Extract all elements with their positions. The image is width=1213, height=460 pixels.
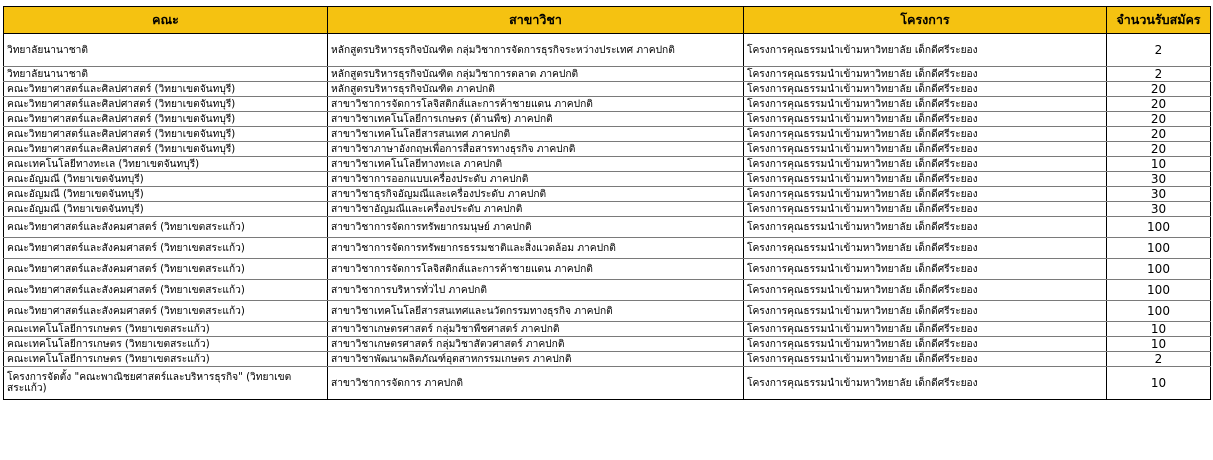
cell-seats: 20 [1107,112,1211,127]
cell-project: โครงการคุณธรรมนำเข้ามหาวิทยาลัย เด็กดีศรีระยอง [744,34,1107,67]
cell-major: สาขาวิชาการจัดการโลจิสติกส์และการค้าชายแดน ภาคปกติ [328,97,744,112]
cell-faculty: คณะอัญมณี (วิทยาเขตจันทบุรี) [4,202,328,217]
cell-major: สาขาวิชาเทคโนโลยีการเกษตร (ด้านพืช) ภาคปกติ [328,112,744,127]
cell-major: สาขาวิชาเกษตรศาสตร์ กลุ่มวิชาสัตวศาสตร์ ภาคปกติ [328,337,744,352]
table-row [4,127,1211,142]
cell-faculty: คณะอัญมณี (วิทยาเขตจันทบุรี) [4,187,328,202]
cell-faculty: คณะเทคโนโลยีทางทะเล (วิทยาเขตจันทบุรี) [4,157,328,172]
table-row [4,217,1211,238]
cell-major: สาขาวิชาการออกแบบเครื่องประดับ ภาคปกติ [328,172,744,187]
cell-seats: 100 [1107,259,1211,280]
cell-seats: 10 [1107,322,1211,337]
cell-seats: 10 [1107,367,1211,400]
cell-seats: 30 [1107,172,1211,187]
cell-faculty: คณะวิทยาศาสตร์และศิลปศาสตร์ (วิทยาเขตจันทบุรี) [4,82,328,97]
table-row [4,352,1211,367]
table-row [4,301,1211,322]
cell-major: สาขาวิชาการบริหารทั่วไป ภาคปกติ [328,280,744,301]
header-major: สาขาวิชา [328,7,744,34]
table-body [4,34,1211,400]
header-project: โครงการ [744,7,1107,34]
cell-seats: 10 [1107,157,1211,172]
cell-project: โครงการคุณธรรมนำเข้ามหาวิทยาลัย เด็กดีศรีระยอง [744,172,1107,187]
cell-major: หลักสูตรบริหารธุรกิจบัณฑิต กลุ่มวิชาการตลาด ภาคปกติ [328,67,744,82]
cell-project: โครงการคุณธรรมนำเข้ามหาวิทยาลัย เด็กดีศรีระยอง [744,322,1107,337]
cell-major: หลักสูตรบริหารธุรกิจบัณฑิต ภาคปกติ [328,82,744,97]
cell-faculty: คณะอัญมณี (วิทยาเขตจันทบุรี) [4,172,328,187]
cell-seats: 100 [1107,217,1211,238]
cell-project: โครงการคุณธรรมนำเข้ามหาวิทยาลัย เด็กดีศรีระยอง [744,280,1107,301]
table-row [4,112,1211,127]
cell-project: โครงการคุณธรรมนำเข้ามหาวิทยาลัย เด็กดีศรีระยอง [744,82,1107,97]
cell-project: โครงการคุณธรรมนำเข้ามหาวิทยาลัย เด็กดีศรีระยอง [744,217,1107,238]
cell-project: โครงการคุณธรรมนำเข้ามหาวิทยาลัย เด็กดีศรีระยอง [744,187,1107,202]
cell-project: โครงการคุณธรรมนำเข้ามหาวิทยาลัย เด็กดีศรีระยอง [744,301,1107,322]
cell-major: สาขาวิชาเกษตรศาสตร์ กลุ่มวิชาพืชศาสตร์ ภาคปกติ [328,322,744,337]
cell-project: โครงการคุณธรรมนำเข้ามหาวิทยาลัย เด็กดีศรีระยอง [744,127,1107,142]
table-row [4,67,1211,82]
cell-major: สาขาวิชาการจัดการทรัพยากรมนุษย์ ภาคปกติ [328,217,744,238]
table-row [4,172,1211,187]
cell-faculty: วิทยาลัยนานาชาติ [4,34,328,67]
table-row [4,238,1211,259]
cell-major: สาขาวิชาธุรกิจอัญมณีและเครื่องประดับ ภาคปกติ [328,187,744,202]
cell-major: สาขาวิชาพัฒนาผลิตภัณฑ์อุตสาหกรรมเกษตร ภาคปกติ [328,352,744,367]
cell-project: โครงการคุณธรรมนำเข้ามหาวิทยาลัย เด็กดีศรีระยอง [744,112,1107,127]
table-row [4,337,1211,352]
cell-seats: 2 [1107,34,1211,67]
cell-major: สาขาวิชาเทคโนโลยีสารสนเทศ ภาคปกติ [328,127,744,142]
cell-major: สาขาวิชาเทคโนโลยีทางทะเล ภาคปกติ [328,157,744,172]
admission-table [3,6,1211,400]
cell-faculty: โครงการจัดตั้ง "คณะพาณิชยศาสตร์และบริหารธุรกิจ" (วิทยาเขตสระแก้ว) [4,367,328,400]
table-row [4,34,1211,67]
cell-faculty: วิทยาลัยนานาชาติ [4,67,328,82]
cell-seats: 2 [1107,352,1211,367]
table-row [4,157,1211,172]
table-row [4,322,1211,337]
cell-project: โครงการคุณธรรมนำเข้ามหาวิทยาลัย เด็กดีศรีระยอง [744,67,1107,82]
table-row [4,82,1211,97]
cell-seats: 100 [1107,238,1211,259]
cell-faculty: คณะวิทยาศาสตร์และศิลปศาสตร์ (วิทยาเขตจันทบุรี) [4,142,328,157]
cell-project: โครงการคุณธรรมนำเข้ามหาวิทยาลัย เด็กดีศรีระยอง [744,142,1107,157]
cell-project: โครงการคุณธรรมนำเข้ามหาวิทยาลัย เด็กดีศรีระยอง [744,202,1107,217]
cell-major: สาขาวิชาการจัดการทรัพยากรธรรมชาติและสิ่งแวดล้อม ภาคปกติ [328,238,744,259]
cell-seats: 100 [1107,280,1211,301]
table-row [4,367,1211,400]
cell-seats: 100 [1107,301,1211,322]
cell-seats: 20 [1107,127,1211,142]
cell-project: โครงการคุณธรรมนำเข้ามหาวิทยาลัย เด็กดีศรีระยอง [744,157,1107,172]
cell-seats: 30 [1107,202,1211,217]
cell-major: หลักสูตรบริหารธุรกิจบัณฑิต กลุ่มวิชาการจัดการธุรกิจระหว่างประเทศ ภาคปกติ [328,34,744,67]
cell-faculty: คณะวิทยาศาสตร์และสังคมศาสตร์ (วิทยาเขตสระแก้ว) [4,259,328,280]
cell-major: สาขาวิชาอัญมณีและเครื่องประดับ ภาคปกติ [328,202,744,217]
cell-major: สาขาวิชาการจัดการ ภาคปกติ [328,367,744,400]
cell-project: โครงการคุณธรรมนำเข้ามหาวิทยาลัย เด็กดีศรีระยอง [744,337,1107,352]
cell-seats: 10 [1107,337,1211,352]
cell-faculty: คณะวิทยาศาสตร์และศิลปศาสตร์ (วิทยาเขตจันทบุรี) [4,97,328,112]
cell-faculty: คณะวิทยาศาสตร์และสังคมศาสตร์ (วิทยาเขตสระแก้ว) [4,280,328,301]
cell-faculty: คณะเทคโนโลยีการเกษตร (วิทยาเขตสระแก้ว) [4,352,328,367]
cell-faculty: คณะวิทยาศาสตร์และศิลปศาสตร์ (วิทยาเขตจันทบุรี) [4,112,328,127]
cell-project: โครงการคุณธรรมนำเข้ามหาวิทยาลัย เด็กดีศรีระยอง [744,367,1107,400]
cell-seats: 20 [1107,142,1211,157]
cell-faculty: คณะวิทยาศาสตร์และสังคมศาสตร์ (วิทยาเขตสระแก้ว) [4,238,328,259]
table-row [4,97,1211,112]
table-row [4,202,1211,217]
cell-seats: 20 [1107,82,1211,97]
cell-major: สาขาวิชาเทคโนโลยีสารสนเทศและนวัตกรรมทางธุรกิจ ภาคปกติ [328,301,744,322]
cell-project: โครงการคุณธรรมนำเข้ามหาวิทยาลัย เด็กดีศรีระยอง [744,97,1107,112]
table-row [4,259,1211,280]
cell-faculty: คณะวิทยาศาสตร์และสังคมศาสตร์ (วิทยาเขตสระแก้ว) [4,301,328,322]
cell-faculty: คณะวิทยาศาสตร์และศิลปศาสตร์ (วิทยาเขตจันทบุรี) [4,127,328,142]
table-row [4,280,1211,301]
cell-faculty: คณะวิทยาศาสตร์และสังคมศาสตร์ (วิทยาเขตสระแก้ว) [4,217,328,238]
cell-major: สาขาวิชาภาษาอังกฤษเพื่อการสื่อสารทางธุรกิจ ภาคปกติ [328,142,744,157]
cell-faculty: คณะเทคโนโลยีการเกษตร (วิทยาเขตสระแก้ว) [4,322,328,337]
table-row [4,142,1211,157]
cell-seats: 20 [1107,97,1211,112]
cell-project: โครงการคุณธรรมนำเข้ามหาวิทยาลัย เด็กดีศรีระยอง [744,238,1107,259]
header-faculty: คณะ [4,7,328,34]
table-row [4,187,1211,202]
cell-major: สาขาวิชาการจัดการโลจิสติกส์และการค้าชายแดน ภาคปกติ [328,259,744,280]
cell-faculty: คณะเทคโนโลยีการเกษตร (วิทยาเขตสระแก้ว) [4,337,328,352]
cell-seats: 2 [1107,67,1211,82]
header-seats: จำนวนรับสมัคร [1107,7,1211,34]
cell-seats: 30 [1107,187,1211,202]
cell-project: โครงการคุณธรรมนำเข้ามหาวิทยาลัย เด็กดีศรีระยอง [744,352,1107,367]
cell-project: โครงการคุณธรรมนำเข้ามหาวิทยาลัย เด็กดีศรีระยอง [744,259,1107,280]
